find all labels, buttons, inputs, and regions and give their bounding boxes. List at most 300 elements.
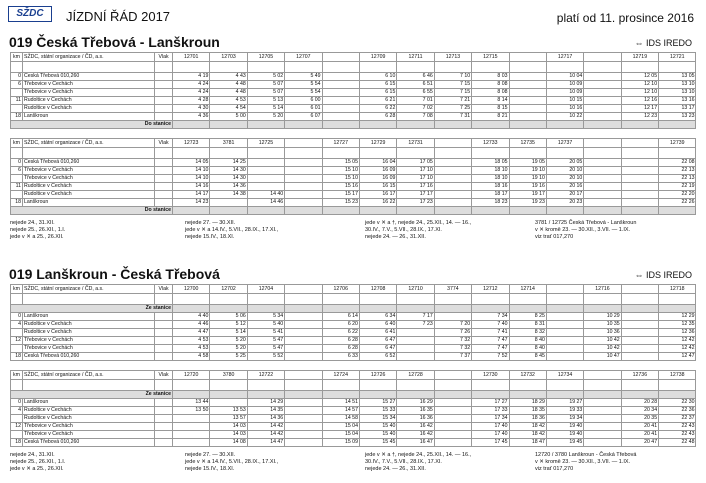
vlak-header: Vlak (155, 53, 173, 62)
departure-time: 8 25 (509, 313, 546, 321)
departure-time (434, 431, 471, 439)
departure-time: 6 15 (359, 81, 396, 89)
service-icons (546, 148, 583, 159)
train-number (285, 139, 322, 148)
departure-time: 20 10 (546, 167, 583, 175)
departure-time: 10 29 (584, 313, 621, 321)
table-row (11, 199, 696, 207)
station-name: Rudoltice v Čechách (23, 407, 155, 415)
empty-cell (659, 207, 696, 215)
train-number: 12713 (434, 53, 471, 62)
departure-time: 14 03 (210, 431, 247, 439)
train-number: 12726 (359, 371, 396, 380)
departure-time: 19 40 (546, 431, 583, 439)
km-header: km (11, 285, 23, 294)
footnote-column (185, 452, 278, 473)
departure-time: 16 42 (397, 431, 434, 439)
departure-time: 10 09 (546, 89, 583, 97)
departure-time: 19 23 (509, 199, 546, 207)
empty-cell (173, 121, 210, 129)
empty-cell (155, 353, 173, 361)
departure-time: 18 16 (472, 183, 509, 191)
departure-time (546, 321, 583, 329)
departure-time: 17 10 (397, 175, 434, 183)
empty-cell (155, 199, 173, 207)
departure-time: 22 20 (659, 191, 696, 199)
service-icons (322, 380, 359, 391)
station-name: Rudoltice v Čechách (23, 321, 155, 329)
timetable-block (10, 138, 696, 215)
service-icons (397, 62, 434, 73)
departure-time: 17 34 (472, 415, 509, 423)
footnote: jede v ✕ a †, nejede 24., 25.XII., 14. — 16., (365, 220, 472, 226)
departure-time: 15 23 (322, 199, 359, 207)
departure-time (173, 431, 210, 439)
empty-cell (155, 73, 173, 81)
service-icons (621, 148, 658, 159)
empty-cell (11, 380, 23, 391)
departure-time (285, 423, 322, 431)
from-station-row (11, 391, 696, 399)
departure-time: 16 42 (397, 423, 434, 431)
km-value: 0 (11, 313, 23, 321)
departure-time: 7 47 (472, 345, 509, 353)
departure-time (434, 439, 471, 447)
km-value (11, 345, 23, 353)
departure-time (322, 113, 359, 121)
departure-time: 7 40 (472, 321, 509, 329)
departure-time (434, 175, 471, 183)
departure-time (621, 321, 658, 329)
departure-time: 20 17 (546, 191, 583, 199)
departure-time: 20 10 (546, 175, 583, 183)
table-row (11, 321, 696, 329)
departure-time: 14 30 (210, 167, 247, 175)
service-icons (322, 294, 359, 305)
empty-cell (23, 380, 155, 391)
empty-cell (546, 391, 583, 399)
departure-time (397, 345, 434, 353)
departure-time (397, 353, 434, 361)
line-title: 019 Česká Třebová - Lanškroun (9, 34, 220, 50)
empty-cell (584, 207, 621, 215)
km-value: 0 (11, 73, 23, 81)
footnote: jede v ✕ a 14.IV., 5.VII., 28.IX., 17.XI., (185, 227, 279, 233)
empty-cell (23, 294, 155, 305)
empty-cell (584, 391, 621, 399)
departure-time: 12 36 (659, 329, 696, 337)
empty-cell (247, 391, 284, 399)
departure-time: 15 40 (359, 423, 396, 431)
departure-time: 22 37 (659, 415, 696, 423)
departure-time: 22 26 (659, 199, 696, 207)
footnote: viz trať 017,270 (535, 466, 574, 472)
departure-time (584, 415, 621, 423)
departure-time: 6 20 (322, 321, 359, 329)
departure-time: 10 47 (584, 353, 621, 361)
train-number: 12721 (659, 53, 696, 62)
footnote-column (365, 452, 471, 473)
departure-time: 22 43 (659, 423, 696, 431)
departure-time: 16 15 (359, 183, 396, 191)
empty-cell (285, 305, 322, 313)
train-number-row (11, 371, 696, 380)
departure-time: 6 46 (397, 73, 434, 81)
footnote: 30.IV., 7.V., 5.VII., 28.IX., 17.XI. (365, 459, 442, 465)
departure-time (621, 329, 658, 337)
empty-cell (472, 121, 509, 129)
departure-time: 7 21 (434, 97, 471, 105)
departure-time (247, 159, 284, 167)
departure-time: 8 32 (509, 329, 546, 337)
departure-time (621, 159, 658, 167)
departure-time: 20 41 (621, 423, 658, 431)
departure-time: 5 41 (247, 329, 284, 337)
km-value (11, 415, 23, 423)
empty-cell (210, 391, 247, 399)
to-station-row (11, 121, 696, 129)
train-number: 3780 (210, 371, 247, 380)
departure-time: 13 53 (210, 407, 247, 415)
footnote: jede v ✕ a 25., 26.XII. (10, 234, 64, 240)
empty-cell (509, 391, 546, 399)
empty-cell (397, 305, 434, 313)
empty-cell (546, 121, 583, 129)
station-name: Třebovice v Čechách (23, 345, 155, 353)
departure-time: 8 08 (472, 89, 509, 97)
departure-time: 16 22 (359, 199, 396, 207)
train-number (434, 371, 471, 380)
departure-time: 15 40 (359, 431, 396, 439)
footnote: nejede 25., 26.XII., 1.I. (10, 459, 66, 465)
empty-cell (621, 391, 658, 399)
departure-time (322, 81, 359, 89)
departure-time (584, 89, 621, 97)
departure-time: 14 35 (247, 407, 284, 415)
empty-cell (210, 207, 247, 215)
departure-time (247, 167, 284, 175)
departure-time (173, 439, 210, 447)
service-icons (397, 380, 434, 391)
table-row (11, 415, 696, 423)
departure-time: 12 29 (659, 313, 696, 321)
departure-time: 4 53 (173, 345, 210, 353)
departure-time (621, 353, 658, 361)
departure-time (285, 159, 322, 167)
departure-time: 18 35 (509, 407, 546, 415)
departure-time: 15 16 (322, 183, 359, 191)
train-number: 12716 (584, 285, 621, 294)
departure-time: 7 41 (472, 329, 509, 337)
departure-time: 4 24 (173, 89, 210, 97)
departure-time: 10 42 (584, 345, 621, 353)
departure-time: 10 22 (546, 113, 583, 121)
station-name: Rudoltice v Čechách (23, 329, 155, 337)
departure-time (322, 97, 359, 105)
departure-time (285, 183, 322, 191)
departure-time: 5 00 (210, 113, 247, 121)
departure-time: 6 40 (359, 321, 396, 329)
departure-time: 19 27 (546, 399, 583, 407)
service-icons (659, 294, 696, 305)
empty-cell (509, 207, 546, 215)
service-icons (434, 294, 471, 305)
footnote: jede v ✕ a †, nejede 24., 25.XII., 14. — 16., (365, 452, 472, 458)
departure-time: 7 26 (434, 329, 471, 337)
departure-time: 14 16 (173, 183, 210, 191)
departure-time: 14 36 (210, 183, 247, 191)
departure-time: 19 33 (546, 407, 583, 415)
departure-time: 20 34 (621, 407, 658, 415)
departure-time: 14 25 (210, 159, 247, 167)
train-number: 12718 (659, 285, 696, 294)
departure-time: 14 57 (322, 407, 359, 415)
km-value (11, 89, 23, 97)
departure-time: 8 40 (509, 337, 546, 345)
table-row (11, 73, 696, 81)
departure-time: 8 08 (472, 81, 509, 89)
km-value (11, 329, 23, 337)
departure-time: 6 14 (322, 313, 359, 321)
empty-cell (397, 391, 434, 399)
train-number (621, 285, 658, 294)
departure-time: 15 04 (322, 431, 359, 439)
departure-time (584, 199, 621, 207)
departure-time: 8 31 (509, 321, 546, 329)
departure-time: 12 17 (621, 105, 658, 113)
train-number (285, 285, 322, 294)
departure-time: 5 14 (247, 105, 284, 113)
empty-cell (546, 207, 583, 215)
service-icons (210, 148, 247, 159)
empty-cell (155, 439, 173, 447)
station-name: Česká Třebová 010,260 (23, 353, 155, 361)
station-name: Lanškroun (23, 399, 155, 407)
station-name: Česká Třebová 010,260 (23, 73, 155, 81)
table-row (11, 105, 696, 113)
service-icons (247, 62, 284, 73)
empty-cell (155, 183, 173, 191)
table-row (11, 159, 696, 167)
empty-cell (509, 305, 546, 313)
service-icons (210, 380, 247, 391)
empty-cell (472, 207, 509, 215)
empty-cell (155, 380, 173, 391)
departure-time: 18 05 (472, 159, 509, 167)
service-icons (546, 62, 583, 73)
departure-time (584, 399, 621, 407)
empty-cell (509, 121, 546, 129)
departure-time (509, 73, 546, 81)
departure-time: 20 23 (546, 199, 583, 207)
departure-time: 12 16 (621, 97, 658, 105)
departure-time: 7 17 (397, 313, 434, 321)
service-icons (509, 380, 546, 391)
departure-time (285, 191, 322, 199)
train-number: 12728 (397, 371, 434, 380)
departure-time: 20 05 (546, 159, 583, 167)
timetable-block (10, 284, 696, 361)
train-number-row (11, 53, 696, 62)
departure-time (509, 97, 546, 105)
empty-cell (285, 121, 322, 129)
departure-time (546, 345, 583, 353)
departure-time: 13 10 (659, 81, 696, 89)
departure-time: 8 03 (472, 73, 509, 81)
footnote: nejede 24., 31.XII. (10, 220, 55, 226)
departure-time: 17 27 (472, 399, 509, 407)
departure-time: 22 08 (659, 159, 696, 167)
departure-time (434, 159, 471, 167)
operator-header: SŽDC, státní organizace / ČD, a.s. (23, 53, 155, 62)
footnote: nejede 24. — 26., 31.XII. (365, 234, 426, 240)
empty-cell (155, 321, 173, 329)
service-icons (546, 294, 583, 305)
empty-cell (359, 121, 396, 129)
departure-time: 18 10 (472, 167, 509, 175)
departure-time: 5 07 (247, 81, 284, 89)
service-icons (210, 62, 247, 73)
departure-time: 5 47 (247, 345, 284, 353)
train-number: 12714 (509, 285, 546, 294)
departure-time: 18 17 (472, 191, 509, 199)
departure-time: 20 35 (621, 415, 658, 423)
table-row (11, 329, 696, 337)
service-icons-row (11, 294, 696, 305)
departure-time: 13 10 (659, 89, 696, 97)
departure-time: 16 04 (359, 159, 396, 167)
ids-label: ⇔ IDS IREDO (634, 38, 692, 48)
service-icons (434, 148, 471, 159)
service-icons (247, 148, 284, 159)
departure-time: 22 48 (659, 439, 696, 447)
footnote: 12720 / 3780 Lanškroun - Česká Třebová (535, 452, 637, 458)
train-number (434, 139, 471, 148)
departure-time: 18 42 (509, 423, 546, 431)
train-number: 12701 (173, 53, 210, 62)
departure-time: 12 47 (659, 353, 696, 361)
km-value: 12 (11, 423, 23, 431)
empty-cell (155, 423, 173, 431)
footnote-column (185, 220, 278, 241)
service-icons (359, 294, 396, 305)
departure-time: 5 07 (247, 89, 284, 97)
service-icons-row (11, 62, 696, 73)
departure-time: 6 33 (322, 353, 359, 361)
empty-cell (397, 121, 434, 129)
departure-time (285, 415, 322, 423)
train-number: 12708 (359, 285, 396, 294)
km-header: km (11, 371, 23, 380)
table-row (11, 337, 696, 345)
train-number: 12720 (173, 371, 210, 380)
departure-time: 6 22 (322, 329, 359, 337)
empty-cell (322, 305, 359, 313)
km-header: km (11, 53, 23, 62)
km-value: 6 (11, 81, 23, 89)
train-number: 12736 (621, 371, 658, 380)
empty-cell (23, 148, 155, 159)
station-name: Lanškroun (23, 113, 155, 121)
departure-time: 6 28 (359, 113, 396, 121)
departure-time: 20 47 (621, 439, 658, 447)
departure-time: 6 00 (285, 97, 322, 105)
service-icons-row (11, 380, 696, 391)
km-header: km (11, 139, 23, 148)
departure-time: 7 32 (434, 337, 471, 345)
departure-time: 15 34 (359, 415, 396, 423)
footnote: jede v ✕ a 14.IV., 5.VII., 28.IX., 17.XI., (185, 459, 279, 465)
train-number (546, 285, 583, 294)
departure-time: 14 47 (247, 439, 284, 447)
departure-time: 4 30 (173, 105, 210, 113)
departure-time: 5 54 (285, 89, 322, 97)
departure-time: 22 30 (659, 399, 696, 407)
service-icons (285, 148, 322, 159)
service-icons (322, 148, 359, 159)
departure-time (584, 407, 621, 415)
departure-time: 5 49 (285, 73, 322, 81)
ze-stanice-label: Ze stanice (11, 305, 173, 313)
empty-cell (173, 207, 210, 215)
departure-time (285, 345, 322, 353)
departure-time: 8 21 (472, 113, 509, 121)
departure-time: 19 05 (509, 159, 546, 167)
do-stanice-label: Do stanice (11, 121, 173, 129)
departure-time: 4 28 (173, 97, 210, 105)
departure-time: 18 42 (509, 431, 546, 439)
empty-cell (155, 167, 173, 175)
footnote: nejede 25., 26.XII., 1.I. (10, 227, 66, 233)
empty-cell (659, 121, 696, 129)
departure-time: 16 47 (397, 439, 434, 447)
empty-cell (621, 121, 658, 129)
service-icons (285, 62, 322, 73)
empty-cell (155, 337, 173, 345)
train-number: 12727 (322, 139, 359, 148)
empty-cell (155, 175, 173, 183)
departure-time (434, 399, 471, 407)
departure-time: 14 08 (210, 439, 247, 447)
departure-time: 20 28 (621, 399, 658, 407)
departure-time (285, 321, 322, 329)
train-number: 12734 (546, 371, 583, 380)
footnote: nejede 27. — 30.XII. (185, 452, 236, 458)
service-icons (434, 380, 471, 391)
departure-time: 4 53 (173, 337, 210, 345)
departure-time (434, 191, 471, 199)
departure-time: 15 17 (322, 191, 359, 199)
departure-time (584, 423, 621, 431)
station-name: Třebovice v Čechách (23, 423, 155, 431)
empty-cell (155, 81, 173, 89)
station-name: Lanškroun (23, 313, 155, 321)
service-icons (472, 380, 509, 391)
departure-time (546, 337, 583, 345)
departure-time: 6 34 (359, 313, 396, 321)
train-number: 12723 (173, 139, 210, 148)
departure-time: 14 40 (247, 191, 284, 199)
departure-time (173, 415, 210, 423)
departure-time: 19 34 (546, 415, 583, 423)
km-value: 18 (11, 353, 23, 361)
station-name: Rudoltice v Čechách (23, 183, 155, 191)
train-number: 12715 (472, 53, 509, 62)
departure-time (621, 337, 658, 345)
departure-time: 15 09 (322, 439, 359, 447)
departure-time: 16 36 (397, 415, 434, 423)
departure-time: 8 14 (472, 97, 509, 105)
